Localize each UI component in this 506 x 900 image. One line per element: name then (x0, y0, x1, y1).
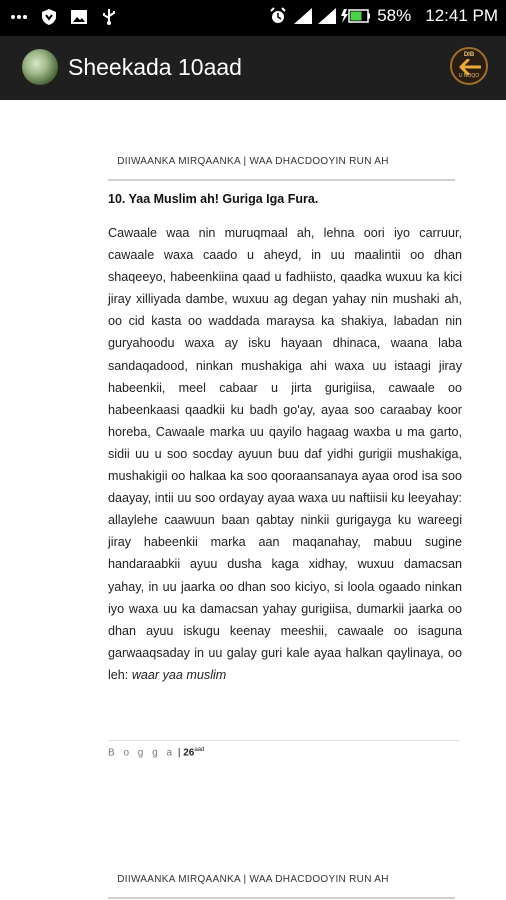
clock: 12:41 PM (425, 6, 498, 25)
dots-icon (10, 8, 28, 26)
app-title: Sheekada 10aad (68, 54, 242, 80)
chapter-body (108, 222, 462, 686)
shield-icon (40, 8, 58, 26)
next-page-header-rule (108, 897, 455, 899)
chapter-title: 10. Yaa Muslim ah! Guriga Iga Fura. (108, 192, 319, 206)
notification-icons (10, 8, 118, 26)
system-status (269, 6, 498, 26)
page-label: B o g g a (108, 747, 176, 759)
footer-rule (108, 740, 460, 741)
image-icon (70, 8, 88, 26)
chapter-body-italic: waar yaa muslim (131, 667, 227, 682)
document-page[interactable] (0, 100, 506, 900)
page-number-suffix: aad (194, 747, 205, 753)
footer-separator: | (177, 747, 184, 759)
app-bar (0, 36, 506, 100)
page-number: 26 (183, 747, 195, 759)
next-page-header: DIIWAANKA MIRQAANKA | WAA DHACDOOYIN RUN AH (117, 874, 389, 885)
page-header: DIIWAANKA MIRQAANKA | WAA DHACDOOYIN RUN AH (117, 156, 389, 167)
status-bar (0, 0, 506, 36)
battery-percent: 58% (377, 6, 412, 25)
signal-icon-2 (317, 7, 335, 25)
chapter-body-text: Cawaale waa nin muruqmaal ah, lehna oori iyo carruur, cawaale waxa caado u aheyd, in uu maalintii oo dhan shaqeeyo, habeenkiina qaad u fadhiisto, qaadka wuxuu ka kici jiray xilliyada dambe, wuxuu ag degan yahay nin mushaki ah, oo cid kasta oo waddada maraysa ka shakiya, labadan nin guryahoodu waxa ay isku hayaan dhinaca, waana laba sandaqadood, ninkan mushakiga ahi waxa uu istaagi jiray habeenkii, meel cabaar u jirta gurigiisa, cawaale oo habeenkaasi qaadkii ku badh go'ay, ayaa soo caraabay koor horeba, Cawaale marka uu qayilo hagaag waxba u ma garto, sidii uu u soo socday ayuun buu daf yidhi gurigii mushakiga, mushakigii oo halkaa ka soo qooraansanaya ayaa orod isa soo daayay, intii uu soo ordayay ayaa waxa uu naftiisii ku leeyahay: allaylehe caawuun baan qabtay ninkii gurigayga ku wareegi jiray habeenkii marka aan maqanahay, mabuu sugine handaraabkii ayuu dusha kaga xidhay, wuxuu damacsan yahay, in uu jaarka oo dhan soo kiciyo, si loola ogaado ninkan iyo waxa uu ka damacsan yahay gurigiisa, dumarkii jaarka oo dhan ayuu iskugu keenay meeshii, cawaale oo isaguna garwaaqsaday in uu galay guri kale ayaa halkan qaylinaya, oo leh: (108, 226, 462, 682)
signal-icon (293, 7, 311, 25)
back-button-bottom-label: U NOQO (458, 73, 480, 79)
back-button[interactable] (450, 47, 488, 85)
page-footer (108, 747, 204, 758)
header-rule (108, 179, 455, 181)
usb-icon (100, 8, 118, 26)
alarm-icon (269, 7, 287, 25)
battery-icon (341, 7, 371, 25)
app-icon (22, 49, 58, 85)
back-button-top-label: DIB (463, 52, 475, 58)
